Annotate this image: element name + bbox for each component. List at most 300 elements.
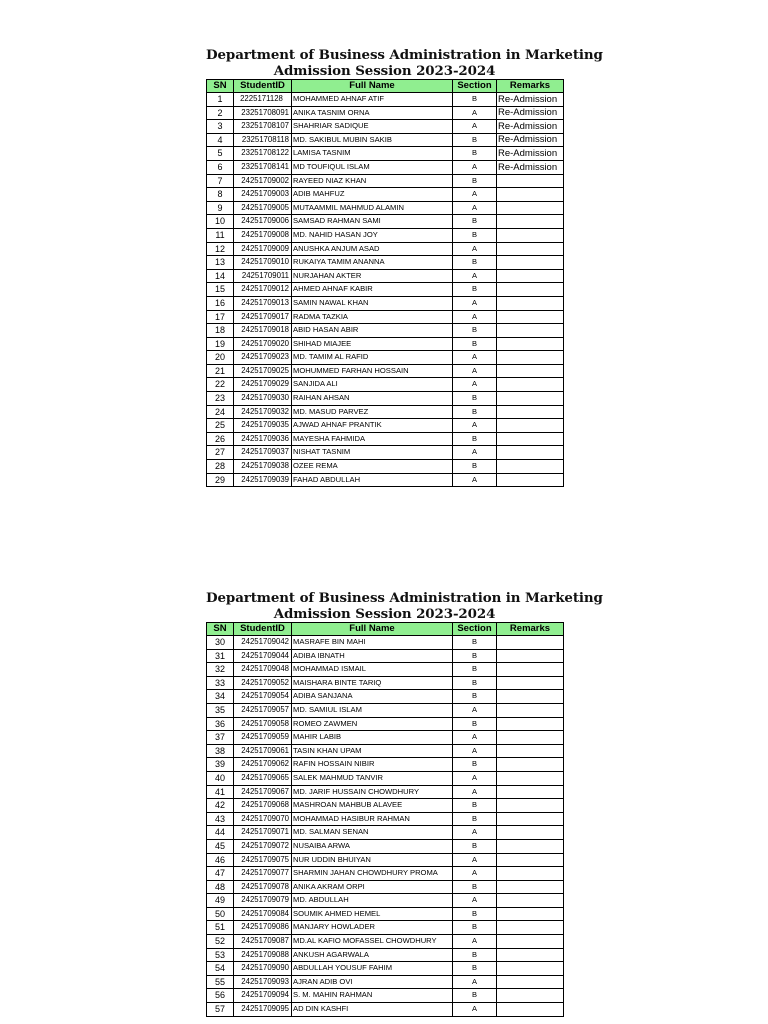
row-remarks xyxy=(497,853,564,867)
row-full-name: MASRAFE BIN MAHI xyxy=(292,636,453,650)
row-sn: 34 xyxy=(207,690,234,704)
row-student-id: 24251709068 xyxy=(234,799,292,813)
row-sn: 20 xyxy=(207,351,234,365)
table-row xyxy=(207,93,564,107)
table-row xyxy=(207,867,564,881)
row-student-id: 24251709048 xyxy=(234,663,292,677)
row-section: B xyxy=(453,392,497,406)
row-section: B xyxy=(453,649,497,663)
row-remarks xyxy=(497,771,564,785)
row-sn: 15 xyxy=(207,283,234,297)
row-section: B xyxy=(453,962,497,976)
row-student-id: 24251709036 xyxy=(234,432,292,446)
table-row xyxy=(207,907,564,921)
row-student-id: 24251709052 xyxy=(234,676,292,690)
row-sn: 35 xyxy=(207,703,234,717)
table-row xyxy=(207,106,564,120)
row-sn: 8 xyxy=(207,188,234,202)
row-section: B xyxy=(453,839,497,853)
row-student-id: 24251709059 xyxy=(234,731,292,745)
row-remarks xyxy=(497,432,564,446)
row-full-name: ANIKA AKRAM ORPI xyxy=(292,880,453,894)
row-remarks xyxy=(497,839,564,853)
row-remarks xyxy=(497,283,564,297)
row-section: B xyxy=(453,663,497,677)
row-full-name: NUR UDDIN BHUIYAN xyxy=(292,853,453,867)
row-sn: 50 xyxy=(207,907,234,921)
row-student-id: 24251709010 xyxy=(234,256,292,270)
row-section: B xyxy=(453,460,497,474)
row-student-id: 24251709090 xyxy=(234,962,292,976)
row-student-id: 24251709086 xyxy=(234,921,292,935)
table-row xyxy=(207,663,564,677)
row-full-name: MD. SAKIBUL MUBIN SAKIB xyxy=(292,133,453,147)
row-section: A xyxy=(453,160,497,174)
table-row xyxy=(207,432,564,446)
row-student-id: 24251709013 xyxy=(234,296,292,310)
row-student-id: 24251709018 xyxy=(234,324,292,338)
row-section: B xyxy=(453,405,497,419)
row-sn: 36 xyxy=(207,717,234,731)
row-full-name: ADIBA SANJANA xyxy=(292,690,453,704)
row-student-id: 24251709003 xyxy=(234,188,292,202)
row-student-id: 24251709044 xyxy=(234,649,292,663)
table-body xyxy=(207,93,564,487)
row-section: A xyxy=(453,853,497,867)
header-student-id: StudentID xyxy=(234,623,292,636)
row-sn: 46 xyxy=(207,853,234,867)
row-full-name: MD. JARIF HUSSAIN CHOWDHURY xyxy=(292,785,453,799)
table-row xyxy=(207,935,564,949)
table-row xyxy=(207,473,564,487)
row-section: B xyxy=(453,880,497,894)
row-full-name: MD. SALMAN SENAN xyxy=(292,826,453,840)
table-row xyxy=(207,242,564,256)
table-row xyxy=(207,948,564,962)
row-sn: 49 xyxy=(207,894,234,908)
row-sn: 57 xyxy=(207,1003,234,1017)
row-sn: 4 xyxy=(207,133,234,147)
row-section: B xyxy=(453,676,497,690)
row-full-name: MD. NAHID HASAN JOY xyxy=(292,228,453,242)
row-section: A xyxy=(453,744,497,758)
row-full-name: NISHAT TASNIM xyxy=(292,446,453,460)
row-section: B xyxy=(453,256,497,270)
row-full-name: AJWAD AHNAF PRANTIK xyxy=(292,419,453,433)
row-student-id: 24251709065 xyxy=(234,771,292,785)
row-sn: 25 xyxy=(207,419,234,433)
row-full-name: MOHAMMAD ISMAIL xyxy=(292,663,453,677)
row-full-name: MD. ABDULLAH xyxy=(292,894,453,908)
table-header-row xyxy=(207,80,564,93)
row-student-id: 24251709077 xyxy=(234,867,292,881)
row-remarks xyxy=(497,174,564,188)
row-sn: 28 xyxy=(207,460,234,474)
header-section: Section xyxy=(453,80,497,93)
row-student-id: 24251709008 xyxy=(234,228,292,242)
row-student-id: 24251709072 xyxy=(234,839,292,853)
row-section: A xyxy=(453,269,497,283)
row-student-id: 24251709088 xyxy=(234,948,292,962)
row-remarks xyxy=(497,826,564,840)
table-row xyxy=(207,839,564,853)
row-section: B xyxy=(453,174,497,188)
row-student-id: 24251709020 xyxy=(234,337,292,351)
row-remarks xyxy=(497,1003,564,1017)
row-section: A xyxy=(453,188,497,202)
roster-page-2 xyxy=(206,590,603,1017)
row-sn: 18 xyxy=(207,324,234,338)
row-student-id: 23251708118 xyxy=(234,133,292,147)
table-row xyxy=(207,310,564,324)
row-section: A xyxy=(453,419,497,433)
row-sn: 41 xyxy=(207,785,234,799)
row-sn: 26 xyxy=(207,432,234,446)
row-remarks xyxy=(497,228,564,242)
table-row xyxy=(207,174,564,188)
row-remarks xyxy=(497,310,564,324)
row-student-id: 24251709071 xyxy=(234,826,292,840)
table-row xyxy=(207,962,564,976)
row-full-name: MANJARY HOWLADER xyxy=(292,921,453,935)
table-row xyxy=(207,133,564,147)
row-full-name: SALEK MAHMUD TANVIR xyxy=(292,771,453,785)
row-student-id: 24251709094 xyxy=(234,989,292,1003)
row-student-id: 24251709037 xyxy=(234,446,292,460)
row-section: B xyxy=(453,324,497,338)
row-remarks: Re-Admission xyxy=(497,120,564,134)
row-student-id: 23251708141 xyxy=(234,160,292,174)
row-section: A xyxy=(453,378,497,392)
row-section: A xyxy=(453,446,497,460)
table-row xyxy=(207,758,564,772)
table-row xyxy=(207,201,564,215)
row-full-name: SAMIN NAWAL KHAN xyxy=(292,296,453,310)
row-student-id: 23251708091 xyxy=(234,106,292,120)
row-student-id: 23251708107 xyxy=(234,120,292,134)
row-full-name: ABDULLAH YOUSUF FAHIM xyxy=(292,962,453,976)
row-student-id: 23251708122 xyxy=(234,147,292,161)
row-remarks xyxy=(497,962,564,976)
row-remarks xyxy=(497,364,564,378)
row-sn: 37 xyxy=(207,731,234,745)
row-section: B xyxy=(453,432,497,446)
row-remarks xyxy=(497,948,564,962)
row-student-id: 24251709042 xyxy=(234,636,292,650)
row-sn: 42 xyxy=(207,799,234,813)
row-sn: 47 xyxy=(207,867,234,881)
row-remarks xyxy=(497,812,564,826)
row-remarks: Re-Admission xyxy=(497,106,564,120)
row-sn: 6 xyxy=(207,160,234,174)
header-student-id: StudentID xyxy=(234,80,292,93)
row-sn: 45 xyxy=(207,839,234,853)
table-row xyxy=(207,880,564,894)
row-full-name: SANJIDA ALI xyxy=(292,378,453,392)
row-remarks xyxy=(497,799,564,813)
row-section: A xyxy=(453,826,497,840)
row-remarks xyxy=(497,921,564,935)
row-sn: 9 xyxy=(207,201,234,215)
row-section: B xyxy=(453,147,497,161)
row-remarks xyxy=(497,419,564,433)
row-sn: 24 xyxy=(207,405,234,419)
row-section: B xyxy=(453,228,497,242)
row-section: B xyxy=(453,283,497,297)
row-remarks xyxy=(497,785,564,799)
row-sn: 56 xyxy=(207,989,234,1003)
row-remarks xyxy=(497,867,564,881)
row-full-name: SHAHRIAR SADIQUE xyxy=(292,120,453,134)
row-remarks xyxy=(497,201,564,215)
row-student-id: 24251709011 xyxy=(234,269,292,283)
row-student-id: 24251709095 xyxy=(234,1003,292,1017)
row-section: A xyxy=(453,351,497,365)
row-sn: 10 xyxy=(207,215,234,229)
table-row xyxy=(207,188,564,202)
row-sn: 16 xyxy=(207,296,234,310)
row-remarks xyxy=(497,717,564,731)
row-sn: 3 xyxy=(207,120,234,134)
row-sn: 51 xyxy=(207,921,234,935)
table-row xyxy=(207,269,564,283)
row-full-name: MOHUMMED FARHAN HOSSAIN xyxy=(292,364,453,378)
row-full-name: LAMISA TASNIM xyxy=(292,147,453,161)
table-body xyxy=(207,636,564,1017)
row-section: B xyxy=(453,799,497,813)
row-remarks xyxy=(497,473,564,487)
row-full-name: RAFIN HOSSAIN NIBIR xyxy=(292,758,453,772)
row-sn: 12 xyxy=(207,242,234,256)
row-sn: 7 xyxy=(207,174,234,188)
row-full-name: MD. TAMIM AL RAFID xyxy=(292,351,453,365)
table-row xyxy=(207,296,564,310)
row-remarks xyxy=(497,256,564,270)
table-row xyxy=(207,744,564,758)
table-row xyxy=(207,1003,564,1017)
row-student-id: 24251709009 xyxy=(234,242,292,256)
row-section: A xyxy=(453,703,497,717)
student-table xyxy=(206,622,564,1017)
row-sn: 54 xyxy=(207,962,234,976)
row-section: A xyxy=(453,120,497,134)
row-full-name: ADIB MAHFUZ xyxy=(292,188,453,202)
row-section: B xyxy=(453,758,497,772)
row-sn: 43 xyxy=(207,812,234,826)
row-student-id: 24251709070 xyxy=(234,812,292,826)
table-row xyxy=(207,378,564,392)
row-full-name: ADIBA IBNATH xyxy=(292,649,453,663)
row-remarks xyxy=(497,188,564,202)
row-full-name: ANUSHKA ANJUM ASAD xyxy=(292,242,453,256)
table-row xyxy=(207,703,564,717)
row-section: B xyxy=(453,93,497,107)
row-full-name: MD.AL KAFIO MOFASSEL CHOWDHURY xyxy=(292,935,453,949)
row-student-id: 24251709093 xyxy=(234,975,292,989)
row-sn: 1 xyxy=(207,93,234,107)
row-section: B xyxy=(453,989,497,1003)
row-full-name: SHARMIN JAHAN CHOWDHURY PROMA xyxy=(292,867,453,881)
row-full-name: OZEE REMA xyxy=(292,460,453,474)
row-section: A xyxy=(453,296,497,310)
row-student-id: 24251709029 xyxy=(234,378,292,392)
row-full-name: MAYESHA FAHMIDA xyxy=(292,432,453,446)
row-remarks: Re-Admission xyxy=(497,147,564,161)
row-sn: 31 xyxy=(207,649,234,663)
table-row xyxy=(207,989,564,1003)
row-sn: 21 xyxy=(207,364,234,378)
row-full-name: AD DIN KASHFI xyxy=(292,1003,453,1017)
row-student-id: 24251709075 xyxy=(234,853,292,867)
row-remarks xyxy=(497,460,564,474)
row-full-name: MD TOUFIQUL ISLAM xyxy=(292,160,453,174)
table-row xyxy=(207,690,564,704)
row-student-id: 24251709012 xyxy=(234,283,292,297)
row-student-id: 24251709017 xyxy=(234,310,292,324)
header-full-name: Full Name xyxy=(292,80,453,93)
row-sn: 52 xyxy=(207,935,234,949)
document-title: Department of Business Administration in Marketing xyxy=(206,47,603,63)
row-sn: 17 xyxy=(207,310,234,324)
row-sn: 44 xyxy=(207,826,234,840)
row-full-name: RUKAIYA TAMIM ANANNA xyxy=(292,256,453,270)
row-full-name: S. M. MAHIN RAHMAN xyxy=(292,989,453,1003)
table-header-row xyxy=(207,623,564,636)
row-student-id: 24251709078 xyxy=(234,880,292,894)
row-sn: 14 xyxy=(207,269,234,283)
row-student-id: 24251709054 xyxy=(234,690,292,704)
header-remarks: Remarks xyxy=(497,80,564,93)
row-full-name: MUTAAMMIL MAHMUD ALAMIN xyxy=(292,201,453,215)
row-full-name: TASIN KHAN UPAM xyxy=(292,744,453,758)
table-row xyxy=(207,717,564,731)
row-section: B xyxy=(453,215,497,229)
row-section: A xyxy=(453,106,497,120)
table-row xyxy=(207,785,564,799)
table-row xyxy=(207,676,564,690)
row-remarks xyxy=(497,405,564,419)
row-full-name: ABID HASAN ABIR xyxy=(292,324,453,338)
row-remarks xyxy=(497,351,564,365)
row-section: B xyxy=(453,337,497,351)
row-remarks xyxy=(497,975,564,989)
table-row xyxy=(207,160,564,174)
row-remarks xyxy=(497,880,564,894)
row-sn: 27 xyxy=(207,446,234,460)
row-sn: 33 xyxy=(207,676,234,690)
row-sn: 23 xyxy=(207,392,234,406)
row-full-name: SAMSAD RAHMAN SAMI xyxy=(292,215,453,229)
table-row xyxy=(207,812,564,826)
table-row xyxy=(207,405,564,419)
row-sn: 32 xyxy=(207,663,234,677)
row-student-id: 24251709079 xyxy=(234,894,292,908)
row-full-name: MD. SAMIUL ISLAM xyxy=(292,703,453,717)
row-remarks xyxy=(497,894,564,908)
row-section: A xyxy=(453,242,497,256)
row-full-name: MAISHARA BINTE TARIQ xyxy=(292,676,453,690)
table-row xyxy=(207,446,564,460)
row-section: A xyxy=(453,785,497,799)
row-student-id: 24251709002 xyxy=(234,174,292,188)
table-row xyxy=(207,324,564,338)
roster-page-1 xyxy=(206,47,603,487)
table-row xyxy=(207,894,564,908)
row-student-id: 24251709025 xyxy=(234,364,292,378)
row-full-name: FAHAD ABDULLAH xyxy=(292,473,453,487)
table-row xyxy=(207,147,564,161)
row-student-id: 2225171128 xyxy=(234,93,292,107)
row-section: B xyxy=(453,921,497,935)
row-remarks xyxy=(497,296,564,310)
row-sn: 48 xyxy=(207,880,234,894)
row-full-name: MOHAMMAD HASIBUR RAHMAN xyxy=(292,812,453,826)
row-full-name: NURJAHAN AKTER xyxy=(292,269,453,283)
row-student-id: 24251709023 xyxy=(234,351,292,365)
row-sn: 55 xyxy=(207,975,234,989)
row-remarks xyxy=(497,690,564,704)
row-section: A xyxy=(453,1003,497,1017)
row-student-id: 24251709006 xyxy=(234,215,292,229)
row-section: B xyxy=(453,907,497,921)
table-row xyxy=(207,636,564,650)
row-full-name: ANKUSH AGARWALA xyxy=(292,948,453,962)
row-remarks xyxy=(497,392,564,406)
row-remarks xyxy=(497,676,564,690)
row-remarks xyxy=(497,324,564,338)
row-remarks xyxy=(497,935,564,949)
row-student-id: 24251709067 xyxy=(234,785,292,799)
row-section: A xyxy=(453,894,497,908)
row-student-id: 24251709058 xyxy=(234,717,292,731)
row-sn: 5 xyxy=(207,147,234,161)
row-remarks xyxy=(497,215,564,229)
row-sn: 22 xyxy=(207,378,234,392)
row-remarks xyxy=(497,731,564,745)
row-section: B xyxy=(453,133,497,147)
row-full-name: NUSAIBA ARWA xyxy=(292,839,453,853)
header-remarks: Remarks xyxy=(497,623,564,636)
row-sn: 29 xyxy=(207,473,234,487)
row-section: B xyxy=(453,636,497,650)
row-full-name: RAIHAN AHSAN xyxy=(292,392,453,406)
table-row xyxy=(207,975,564,989)
table-row xyxy=(207,853,564,867)
row-full-name: ANIKA TASNIM ORNA xyxy=(292,106,453,120)
row-remarks xyxy=(497,242,564,256)
row-full-name: RADMA TAZKIA xyxy=(292,310,453,324)
header-full-name: Full Name xyxy=(292,623,453,636)
document-subtitle: Admission Session 2023-2024 xyxy=(273,63,496,79)
table-row xyxy=(207,215,564,229)
row-student-id: 24251709061 xyxy=(234,744,292,758)
table-row xyxy=(207,364,564,378)
row-sn: 40 xyxy=(207,771,234,785)
table-row xyxy=(207,337,564,351)
header-sn: SN xyxy=(207,623,234,636)
row-remarks xyxy=(497,337,564,351)
table-row xyxy=(207,228,564,242)
table-row xyxy=(207,460,564,474)
row-student-id: 24251709005 xyxy=(234,201,292,215)
row-sn: 19 xyxy=(207,337,234,351)
row-section: A xyxy=(453,473,497,487)
row-remarks xyxy=(497,989,564,1003)
row-remarks xyxy=(497,446,564,460)
row-remarks xyxy=(497,663,564,677)
table-row xyxy=(207,392,564,406)
row-full-name: MASHROAN MAHBUB ALAVEE xyxy=(292,799,453,813)
